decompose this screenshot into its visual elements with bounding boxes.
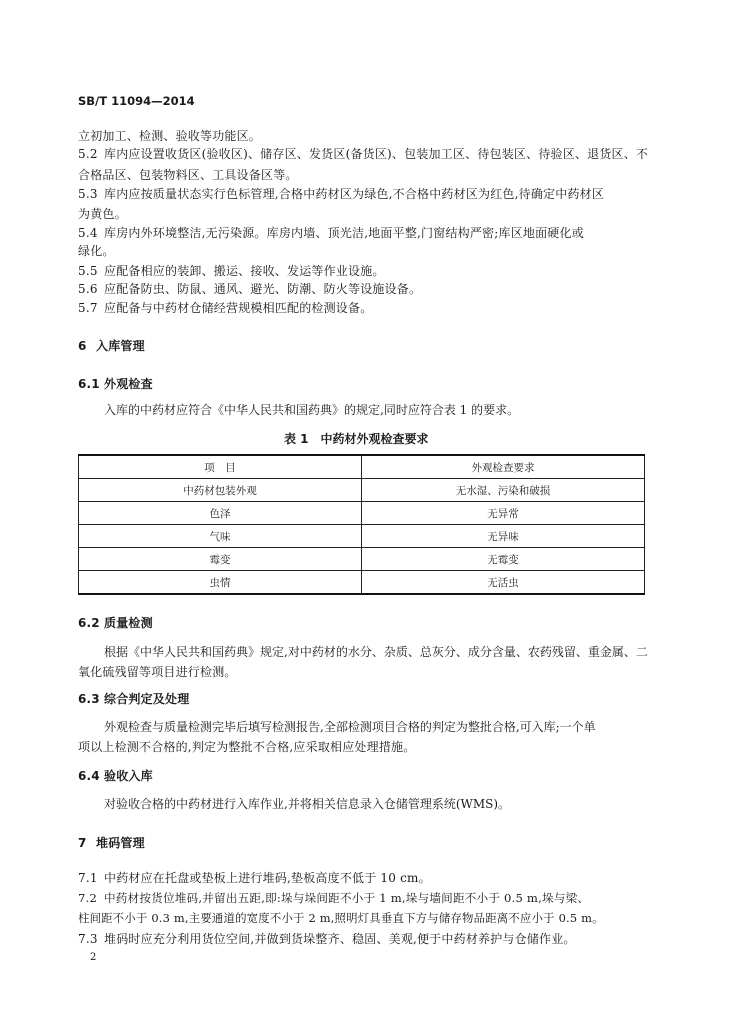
clause-6-2-line1: 根据《中华人民共和国药典》规定,对中药材的水分、杂质、总灰分、成分含量、农药残留、重金属、二: [104, 645, 648, 659]
table-row: [79, 479, 645, 502]
clause-7-2-line2: 柱间距不小于 0.3 m,主要通道的宽度不小于 2 m,照明灯具垂直下方与储存物品距离不应小于 0.5 m。: [78, 911, 604, 925]
clause-5-6: 5.6 应配备防虫、防鼠、通风、避光、防潮、防火等设施设备。: [78, 282, 422, 296]
table1: [78, 454, 645, 595]
clause-6-1-text: 入库的中药材应符合《中华人民共和国药典》的规定,同时应符合表 1 的要求。: [104, 403, 520, 417]
clause-5-2-line2: 合格品区、包装物料区、工具设备区等。: [78, 168, 298, 182]
table1-header-row: [79, 455, 645, 479]
table-row: [79, 548, 645, 571]
clause-5-7: 5.7 应配备与中药材仓储经营规模相匹配的检测设备。: [78, 301, 373, 315]
table1-cell: 霉变: [79, 548, 362, 571]
section7-heading: 7 堆码管理: [78, 836, 145, 850]
table1-cell: 无异味: [362, 525, 645, 548]
table1-cell: 无活虫: [362, 571, 645, 595]
section6-heading: 6 入库管理: [78, 339, 145, 353]
table1-cell: 虫情: [79, 571, 362, 595]
page-number: 2: [90, 952, 97, 963]
clause-6-2-heading: 6.2 质量检测: [78, 616, 153, 630]
clause-7-3: 7.3 堆码时应充分利用货位空间,并做到货垛整齐、稳固、美观,便于中药材养护与仓储作业。: [78, 932, 576, 946]
table1-caption: 表 1 中药材外观检查要求: [284, 432, 429, 446]
table1-cell: 无异常: [362, 502, 645, 525]
clause-6-2-line2: 氧化硫残留等项目进行检测。: [78, 665, 237, 679]
clause-5-3-line2: 为黄色。: [78, 207, 127, 221]
table-row: [79, 502, 645, 525]
clause-6-4-heading: 6.4 验收入库: [78, 769, 153, 783]
table1-header-requirement: 外观检查要求: [362, 455, 645, 479]
table1-header-item: 项 目: [79, 455, 362, 479]
table1-cell: 中药材包装外观: [79, 479, 362, 502]
clause-5-2: 5.2 库内应设置收货区(验收区)、储存区、发货区(备货区)、包装加工区、待包装区、待验区、退货区、不: [78, 147, 649, 161]
clause-6-1-heading: 6.1 外观检查: [78, 377, 153, 391]
clause-5-5: 5.5 应配备相应的装卸、搬运、接收、发运等作业设施。: [78, 264, 385, 278]
clause-5-4-line2: 绿化。: [78, 244, 115, 258]
clause-6-3-line1: 外观检查与质量检测完毕后填写检测报告,全部检测项目合格的判定为整批合格,可入库;一个单: [104, 720, 596, 734]
clause-6-4-text: 对验收合格的中药材进行入库作业,并将相关信息录入仓储管理系统(WMS)。: [104, 797, 511, 811]
table1-cell: 色泽: [79, 502, 362, 525]
section5-continuation: 立初加工、检测、验收等功能区。: [78, 129, 262, 143]
table1-cell: 无水湿、污染和破损: [362, 479, 645, 502]
clause-7-2: 7.2 中药材按货位堆码,并留出五距,即:垛与垛间距不小于 1 m,垛与墙间距不小于 0.5 m,垛与梁、: [78, 891, 590, 905]
clause-7-1: 7.1 中药材应在托盘或垫板上进行堆码,垫板高度不低于 10 cm。: [78, 871, 431, 885]
clause-5-4: 5.4 库房内外环境整洁,无污染源。库房内墙、顶光洁,地面平整,门窗结构严密;库区地面硬化或: [78, 226, 584, 240]
clause-5-3: 5.3 库内应按质量状态实行色标管理,合格中药材区为绿色,不合格中药材区为红色,待确定中药材区: [78, 187, 605, 201]
standard-code: SB/T 11094—2014: [78, 94, 195, 108]
table-row: [79, 525, 645, 548]
table-row: [79, 571, 645, 595]
clause-6-3-heading: 6.3 综合判定及处理: [78, 692, 190, 706]
clause-6-3-line2: 项以上检测不合格的,判定为整批不合格,应采取相应处理措施。: [78, 740, 416, 754]
table1-cell: 气味: [79, 525, 362, 548]
table1-cell: 无霉变: [362, 548, 645, 571]
